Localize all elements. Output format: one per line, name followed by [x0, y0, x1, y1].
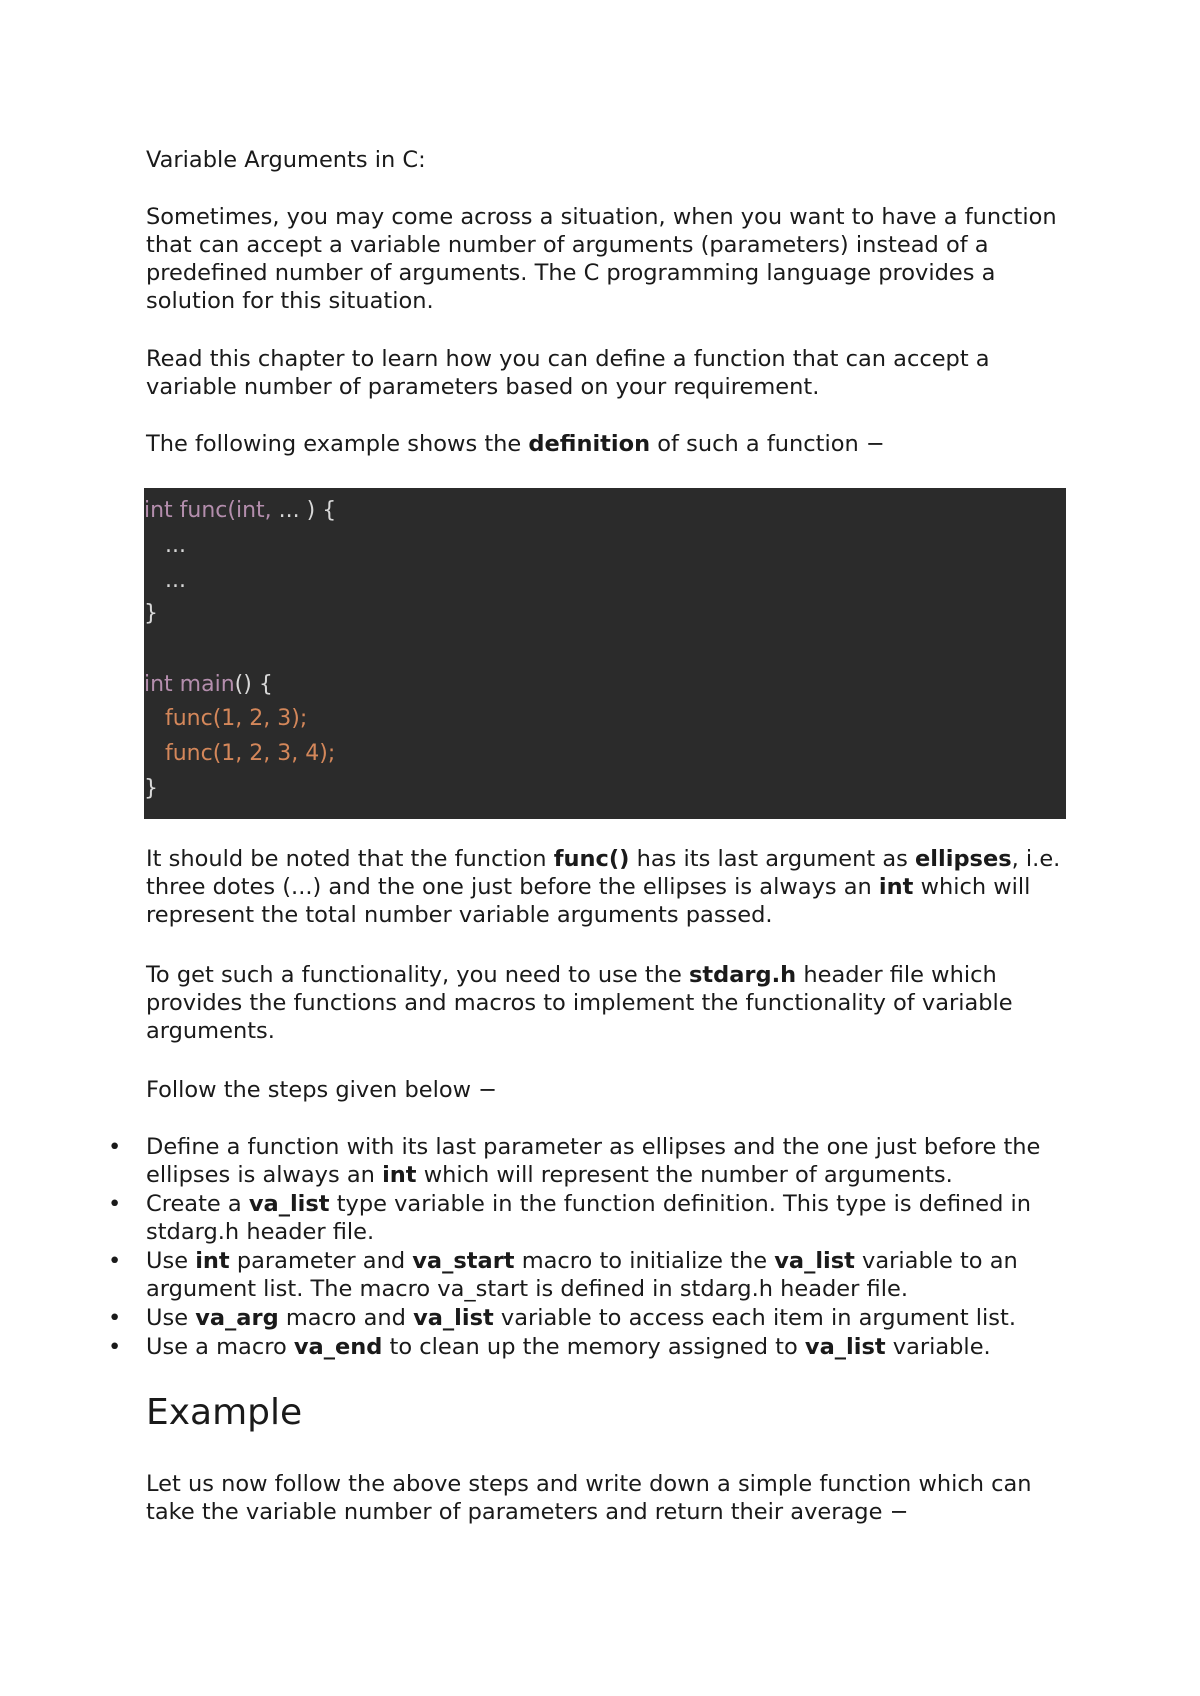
chapter-paragraph: Read this chapter to learn how you can define a function that can accept a variable number of parameters based on your requirement. — [146, 346, 990, 400]
text-run: has its last argument as — [629, 846, 916, 872]
list-item — [108, 1190, 1066, 1246]
code-line: ... — [144, 533, 186, 558]
code-function: func — [144, 741, 213, 766]
bold-text: va_list — [413, 1305, 494, 1331]
code-text: () { — [234, 672, 273, 697]
code-args: (1, 2, 3); — [212, 706, 308, 731]
code-block — [144, 488, 1066, 819]
code-line — [144, 498, 336, 524]
text-run: which will represent the number of arguments. — [416, 1162, 953, 1188]
text-run: Use a macro — [146, 1334, 294, 1360]
bold-text: func() — [553, 846, 630, 872]
code-function: func — [144, 706, 213, 731]
code-line: } — [144, 601, 158, 626]
code-keyword: int main — [144, 672, 235, 697]
bullet-icon: • — [108, 1134, 122, 1160]
text-run: Create a — [146, 1191, 249, 1217]
text-run: It should be noted that the function — [146, 846, 554, 872]
bold-text: ellipses — [915, 846, 1012, 872]
text-run: Use — [146, 1248, 196, 1274]
code-line — [144, 706, 307, 732]
list-item — [108, 1333, 1066, 1361]
section-heading: Example — [146, 1392, 303, 1433]
bullet-icon: • — [108, 1305, 122, 1331]
bullet-icon: • — [108, 1334, 122, 1360]
bold-text: va_end — [293, 1334, 383, 1360]
text-run: of such a function − — [650, 431, 885, 457]
code-keyword: int func(int, — [144, 498, 272, 523]
bold-text: int — [195, 1248, 230, 1274]
definition-paragraph — [146, 430, 1066, 458]
bold-text: va_list — [804, 1334, 886, 1360]
bold-text: definition — [528, 431, 651, 457]
text-run: parameter and — [229, 1248, 413, 1274]
bold-text: va_arg — [195, 1305, 279, 1331]
text-run: variable. — [885, 1334, 991, 1360]
code-args: (1, 2, 3, 4); — [212, 741, 336, 766]
bold-text: va_list — [248, 1191, 330, 1217]
text-run: macro and — [278, 1305, 414, 1331]
intro-paragraph: Sometimes, you may come across a situation, when you want to have a function that can accept a variable number of arguments (parameters) instead of a predefined number of arguments. The C programming language provides a solution for this situation. — [146, 204, 1057, 314]
bold-text: va_list — [774, 1248, 855, 1274]
average-paragraph: Let us now follow the above steps and write down a simple function which can take the variable number of parameters and return their average − — [146, 1471, 1032, 1525]
bold-text: va_start — [412, 1248, 515, 1274]
bold-text: stdarg.h — [688, 962, 797, 988]
text-run: variable to an argument list. The macro va_start is defined in stdarg.h header file. — [146, 1248, 1018, 1302]
text-run: macro to initialize the — [514, 1248, 775, 1274]
code-line: } — [144, 776, 158, 801]
bold-text: int — [878, 874, 914, 900]
bullet-icon: • — [108, 1191, 122, 1217]
list-item — [108, 1304, 1066, 1332]
text-run: header file which provides the functions and macros to implement the functionality of variable arguments. — [146, 962, 1013, 1044]
ellipses-paragraph — [146, 845, 1066, 929]
text-run: variable to access each item in argument list. — [493, 1305, 1016, 1331]
text-run: type variable in the function definition. This type is defined in stdarg.h header file. — [146, 1191, 1032, 1245]
text-run: which will represent the total number variable arguments passed. — [146, 874, 1031, 928]
code-line — [144, 672, 273, 698]
steps-list — [108, 1133, 1066, 1362]
text-run: , i.e. three dotes (...) and the one just before the ellipses is always an — [146, 846, 1061, 900]
code-line: ... — [144, 568, 186, 593]
code-text: ... ) { — [271, 498, 337, 523]
text-run: Use — [146, 1305, 196, 1331]
page-title: Variable Arguments in C: — [146, 147, 426, 173]
stdarg-paragraph — [146, 961, 1066, 1045]
text-run: To get such a functionality, you need to use the — [146, 962, 689, 988]
text-run: Define a function with its last parameter as ellipses and the one just before the ellipses is always an — [146, 1134, 1041, 1188]
text-run: The following example shows the — [146, 431, 529, 457]
list-item — [108, 1133, 1066, 1189]
bullet-icon: • — [108, 1248, 122, 1274]
steps-intro: Follow the steps given below − — [146, 1077, 498, 1103]
list-item — [108, 1247, 1066, 1303]
code-line — [144, 741, 335, 767]
bold-text: int — [382, 1162, 417, 1188]
text-run: to clean up the memory assigned to — [382, 1334, 805, 1360]
